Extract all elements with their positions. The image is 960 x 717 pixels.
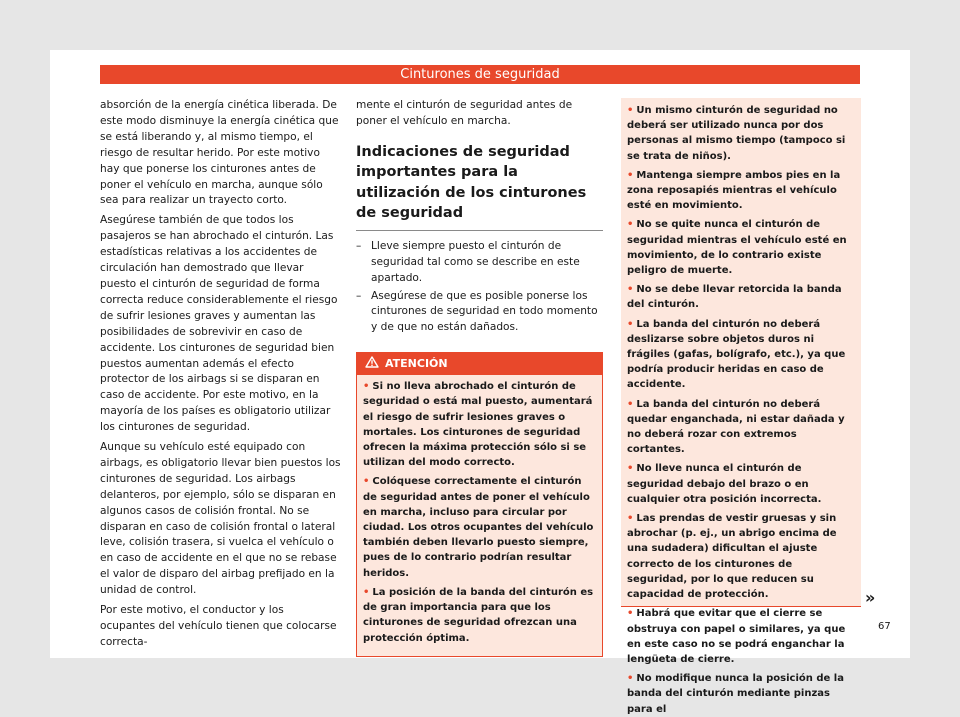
body-paragraph: Por este motivo, el conductor y los ocupantes del vehículo tienen que colocarse correcta-: [100, 604, 337, 648]
list-item-text: Lleve siempre puesto el cinturón de seguridad tal como se describe en este apartado.: [371, 239, 580, 284]
bullet-marker: •: [627, 105, 634, 116]
warning-item-text: Las prendas de vestir gruesas y sin abrochar (p. ej., un abrigo encima de una sudadera) dificultan el ajuste correcto de los cinturones de seguridad, por lo que reducen su capacidad de protección.: [627, 513, 837, 601]
warning-body: [357, 375, 602, 655]
warning-item: [627, 168, 855, 214]
warning-item-text: La posición de la banda del cinturón es de gran importancia para que los cinturones de seguridad ofrezcan una protección óptima.: [363, 586, 594, 644]
bullet-marker: •: [627, 219, 634, 231]
warning-item: [627, 282, 855, 312]
instruction-list: [356, 239, 603, 336]
bullet-marker: •: [363, 381, 370, 393]
bullet-marker: •: [627, 513, 634, 525]
warning-box: [356, 352, 603, 656]
warning-item: [363, 585, 596, 646]
page-header-title: Cinturones de seguridad: [100, 65, 860, 84]
warning-item: [627, 461, 855, 507]
warning-item-text: No modifique nunca la posición de la banda del cinturón mediante pinzas para el: [627, 673, 844, 715]
body-paragraph: mente el cinturón de seguridad antes de poner el vehículo en marcha.: [356, 99, 573, 127]
warning-continuation-box: [621, 98, 861, 715]
warning-item: [363, 474, 596, 580]
section-heading: Indicaciones de seguridad importantes para la utilización de los cinturones de seguridad: [356, 142, 603, 231]
warning-item: [627, 397, 855, 458]
bullet-marker: •: [627, 169, 634, 181]
warning-item-text: Habrá que evitar que el cierre se obstruya con papel o similares, ya que en este caso no se podrá enganchar la lengüeta de cierre.: [627, 608, 846, 665]
dash-marker: –: [356, 239, 362, 252]
warning-item-text: La banda del cinturón no deberá deslizarse sobre objetos duros ni frágiles (gafas, bolígrafo, etc.), ya que podría producir heridas en caso de accidente.: [627, 318, 846, 391]
list-item: [356, 289, 603, 337]
middle-column: [356, 98, 603, 657]
warning-item-text: Un mismo cinturón de seguridad no deberá ser utilizado nunca por dos personas al mismo tiempo (tampoco si se trata de niños).: [627, 105, 846, 162]
warning-item-text: Colóquese correctamente el cinturón de seguridad antes de poner el vehículo en marcha, incluso para circular por ciudad. Los otros ocupantes del vehículo también deben llevarlo puesto siempre, pues de lo contrario podrían resultar heridos.: [363, 476, 594, 579]
warning-item: [627, 317, 855, 393]
warning-title: ATENCIÓN: [385, 357, 448, 371]
warning-triangle-icon: [365, 354, 379, 366]
warning-item-text: Si no lleva abrochado el cinturón de seguridad o está mal puesto, aumentará el riesgo de sufrir lesiones graves o mortales. Los cinturones de seguridad ofrecen la máxima protección sólo si se utilizan del modo correcto.: [363, 381, 593, 469]
warning-item: [627, 217, 855, 278]
warning-item: [627, 511, 855, 602]
page-number: 67: [878, 621, 891, 632]
warning-item-text: No lleve nunca el cinturón de seguridad debajo del brazo o en cualquier otra posición incorrecta.: [627, 463, 822, 505]
warning-item: [627, 103, 855, 164]
body-paragraph: Asegúrese también de que todos los pasajeros se han abrochado el cinturón. Las estadísticas relativas a los accidentes de circulación han demostrado que llevar puesto el cinturón de seguridad de forma correcta reduce considerablemente el riesgo de sufrir lesiones graves y aumentan las posibilidades de sobrevivir en caso de accidente. Los cinturones de seguridad bien puestos aumentan además el efecto protector de los airbags si se disparan en caso de accidente. Por este motivo, en la mayoría de los países es obligatorio utilizar los cinturones de seguridad.: [100, 214, 338, 434]
right-column: [621, 98, 861, 715]
warning-item-text: La banda del cinturón no deberá quedar enganchada, ni estar dañada y no deberá rozar con extremos cortantes.: [627, 398, 845, 456]
warning-item-text: Mantenga siempre ambos pies en la zona reposapiés mientras el vehículo esté en movimiento.: [627, 169, 841, 212]
warning-item: [363, 379, 596, 470]
warning-item: [627, 606, 855, 667]
warning-header: [357, 353, 602, 375]
bullet-marker: •: [627, 318, 634, 330]
manual-page: [50, 50, 910, 715]
bullet-marker: •: [363, 586, 370, 598]
bullet-marker: •: [363, 476, 370, 488]
bullet-marker: •: [627, 398, 634, 410]
warning-item-text: No se quite nunca el cinturón de seguridad mientras el vehículo esté en movimiento, de lo contrario existe peligro de muerte.: [627, 219, 847, 277]
list-item-text: Asegúrese de que es posible ponerse los cinturones de seguridad en todo momento y de que no están dañados.: [371, 289, 598, 334]
warning-item-text: No se debe llevar retorcida la banda del cinturón.: [627, 284, 842, 311]
dash-marker: –: [356, 289, 362, 302]
list-item: [356, 239, 603, 287]
warning-item: [627, 671, 855, 717]
bullet-marker: •: [627, 284, 634, 296]
left-column: [100, 98, 342, 655]
body-paragraph: absorción de la energía cinética liberada. De este modo disminuye la energía cinética que se está liberando y, al mismo tiempo, el riesgo de resultar herido. Por este motivo hay que ponerse los cinturones antes de poner el vehículo en marcha, aunque sólo sea para realizar un trayecto corto.: [100, 99, 339, 207]
bullet-marker: •: [627, 463, 634, 475]
bullet-marker: •: [627, 608, 634, 620]
bullet-marker: •: [627, 673, 634, 685]
body-paragraph: Aunque su vehículo esté equipado con airbags, es obligatorio llevar bien puestos los cinturones de seguridad. Los airbags delanteros, por ejemplo, sólo se disparan en algunos casos de colisión frontal. No se disparan en caso de colisión frontal o lateral leve, colisión trasera, si vuelca el vehículo o en caso de accidente en el que no se rebase el valor de disparo del airbag prefijado en la unidad de control.: [100, 441, 341, 597]
continue-marker: »: [865, 588, 876, 607]
